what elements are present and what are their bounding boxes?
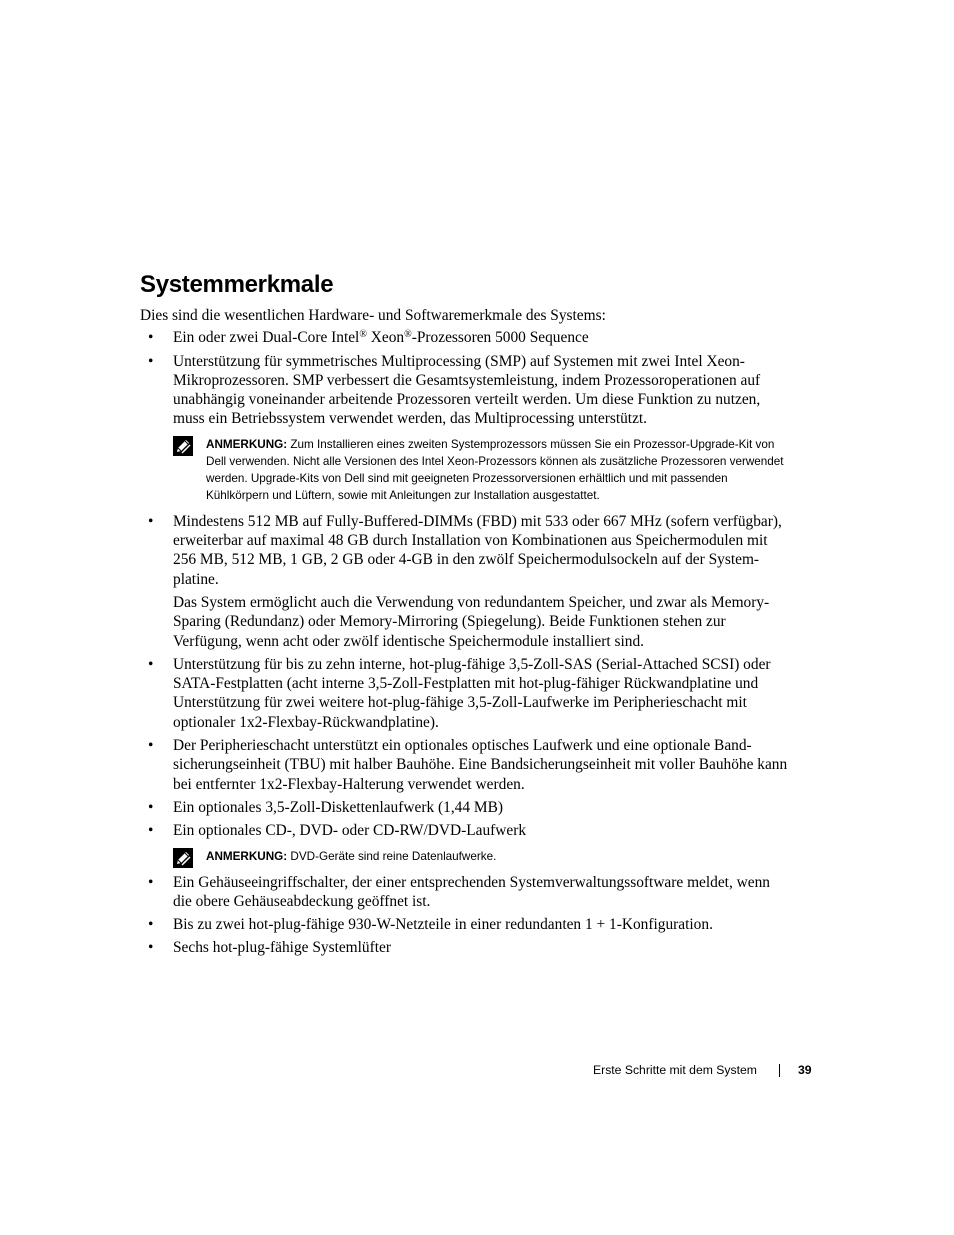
bullet-glyph: •	[148, 329, 154, 347]
note-processor-upgrade	[173, 436, 784, 504]
note-label: ANMERKUNG:	[206, 437, 288, 451]
footer-chapter-title: Erste Schritte mit dem System	[593, 1063, 757, 1077]
list-item-text: Ein Gehäuseeingriffschalter, der einer entsprechenden Systemverwaltungssoftware meldet, wenn die obere Gehäuseabdeckung geöffnet ist.	[173, 873, 770, 910]
list-item-power-supplies	[140, 915, 790, 934]
bullet-glyph: •	[148, 512, 154, 530]
list-item-text: Unterstützung für symmetrisches Multiprocessing (SMP) auf Systemen mit zwei Intel Xeon-Mikroprozessoren. SMP verbessert die Gesamtsystemleistung, indem Prozessoroperationen auf unabhängig voneinander arbeitende Prozessoren verteilt werden. Um diese Funktion zu nutzen, muss ein Betriebssystem verwendet werden, das Multiprocessing unterstützt.	[173, 352, 761, 428]
bullet-glyph: •	[148, 655, 154, 673]
footer-divider	[779, 1064, 780, 1077]
list-item-floppy	[140, 798, 790, 817]
bullet-glyph: •	[148, 352, 154, 370]
list-item-text: Ein oder zwei Dual-Core Intel® Xeon®-Prozessoren 5000 Sequence	[173, 329, 589, 347]
note-text: DVD-Geräte sind reine Datenlaufwerke.	[290, 849, 497, 863]
note-label: ANMERKUNG:	[206, 849, 288, 863]
note-pencil-icon	[173, 436, 193, 456]
list-item-subparagraph: Das System ermöglicht auch die Verwendung von redundantem Speicher, und zwar als Memory-Sparing (Redundanz) oder Memory-Mirroring (Spiegelung). Beide Funktionen stehen zur Verfügung, wenn acht oder zwölf identische Speichermodule installiert sind.	[173, 593, 770, 650]
list-item-text: Ein optionales 3,5-Zoll-Diskettenlaufwerk (1,44 MB)	[173, 798, 503, 816]
note-text: Zum Installieren eines zweiten Systemprozessors müssen Sie ein Prozessor-Upgrade-Kit von Dell verwenden. Nicht alle Versionen des Intel Xeon-Prozessors können als zusätzliche Prozessoren verwendet werden. Upgrade-Kits von Dell sind mit geeigneten Prozessorversionen erhältlich und mit passenden Kühlkörpern und Lüftern, sowie mit Anleitungen zur Installation ausgestattet.	[206, 437, 784, 502]
list-item-text: Mindestens 512 MB auf Fully-Buffered-DIMMs (FBD) mit 533 oder 667 MHz (sofern verfügbar), erweiterbar auf maximal 48 GB durch Installation von Kombinationen aus Speichermodulen mit 256 MB, 512 MB, 1 GB, 2 GB oder 4-GB in den zwölf Speichermodulsockeln auf der System-platine.	[173, 512, 782, 588]
list-item-smp	[140, 352, 790, 429]
list-item-text: Bis zu zwei hot-plug-fähige 930-W-Netzteile in einer redundanten 1 + 1-Konfiguration.	[173, 916, 713, 934]
list-item-peripheral-bay	[140, 736, 790, 794]
bullet-glyph: •	[148, 737, 154, 755]
list-item-optical	[140, 821, 790, 840]
list-item-intrusion-switch	[140, 873, 790, 912]
note-dvd	[173, 848, 784, 865]
section-title: Systemmerkmale	[140, 271, 334, 298]
note-pencil-icon	[173, 848, 193, 868]
bullet-glyph: •	[148, 916, 154, 934]
list-item-memory	[140, 512, 790, 651]
list-item-text: Der Peripherieschacht unterstützt ein optionales optisches Laufwerk und eine optionale Band-sicherungseinheit (TBU) mit halber Bauhöhe. Eine Bandsicherungseinheit mit voller Bauhöhe kann bei entfernter 1x2-Flexbay-Halterung verwendet werden.	[173, 737, 788, 793]
bullet-glyph: •	[148, 798, 154, 816]
list-item-text: Unterstützung für bis zu zehn interne, hot-plug-fähige 3,5-Zoll-SAS (Serial-Attached SCSI) oder SATA-Festplatten (acht interne 3,5-Zoll-Festplatten mit hot-plug-fähiger Rückwandplatine und Unterstützung für zwei weitere hot-plug-fähige 3,5-Zoll-Laufwerke im Peripherieschacht mit optionaler 1x2-Flexbay-Rückwandplatine).	[173, 655, 771, 731]
list-item-drives	[140, 655, 790, 732]
list-item-text: Ein optionales CD-, DVD- oder CD-RW/DVD-Laufwerk	[173, 822, 527, 840]
list-item-fans	[140, 938, 790, 957]
list-item-text: Sechs hot-plug-fähige Systemlüfter	[173, 939, 391, 957]
bullet-glyph: •	[148, 939, 154, 957]
intro-paragraph: Dies sind die wesentlichen Hardware- und Softwaremerkmale des Systems:	[140, 307, 606, 324]
page-number: 39	[798, 1063, 812, 1077]
section-body	[140, 306, 790, 962]
list-item-processors	[140, 328, 790, 347]
bullet-glyph: •	[148, 822, 154, 840]
bullet-glyph: •	[148, 873, 154, 891]
